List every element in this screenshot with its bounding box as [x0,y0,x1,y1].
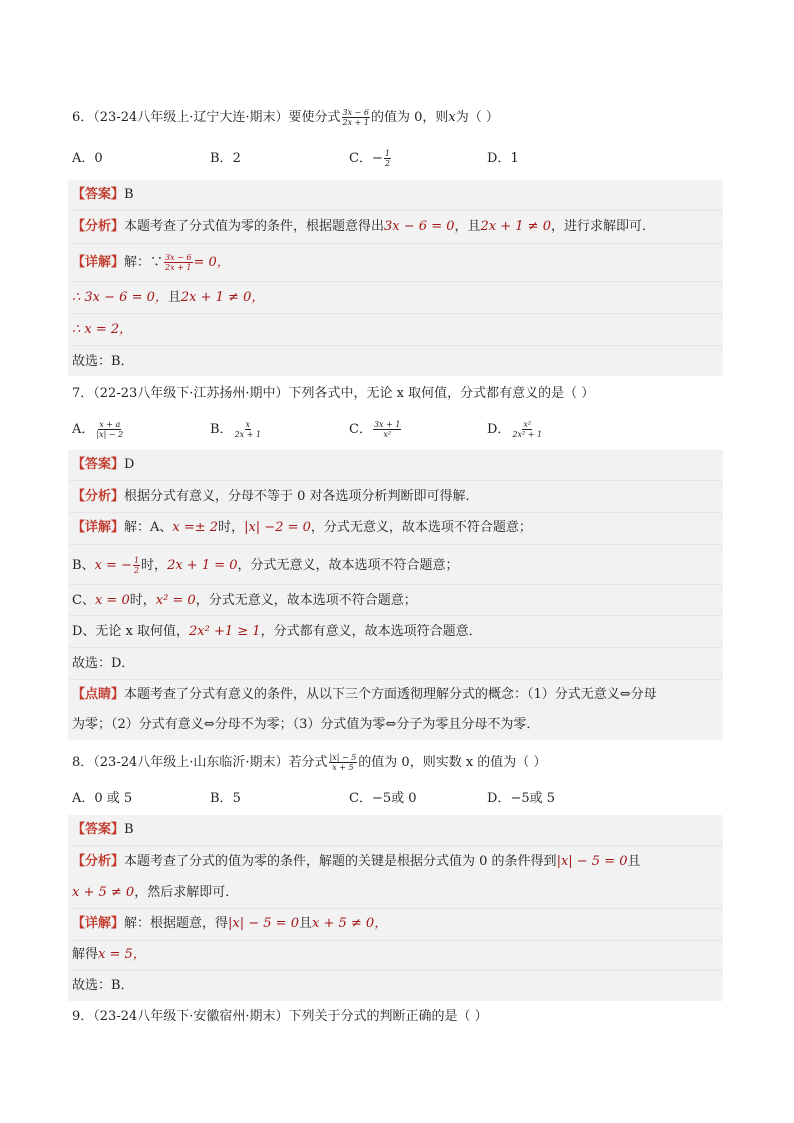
q8-option-a: A．0 或 5 [72,791,133,806]
q7-option-a: A． $\frac{x + a}{|x| - 2}$ [72,420,124,439]
q8-option-b: B．5 [210,791,241,806]
q8-detail: 【详解】解：根据题意，得|x| − 5 = 0且x + 5 ≠ 0， [72,916,388,931]
q6-option-c: C．− $\frac{1}{2}$ [349,149,390,168]
q7-option-b: B． $\frac{x}{2x + 1}$ [210,420,262,439]
q6-stem-prefix: 6．（23-24八年级上·辽宁大连·期末）要使分式 [72,110,341,125]
q6-detail-line-3: ∴ x = 2， [72,322,133,337]
q6-fraction [342,108,370,127]
q7-analysis: 【分析】根据分式有意义，分母不等于 0 对各选项分析判断即可得解． [72,489,479,504]
q7-detail-d: D、无论 x 取何值，2x² +1 ≥ 1，分式都有意义，故本选项符合题意． [72,624,482,639]
question-6-stem [72,108,499,128]
q7-option-d: D． $\frac{\text{x²}}{\text{2x² + 1}}$ [487,420,543,439]
q8-detail-line-2: 解得x = 5， [72,947,146,962]
q8-choose: 故选：B． [72,978,134,993]
q6-analysis: 【分析】本题考查了分式值为零的条件，根据题意得出3x − 6 = 0，且2x + 1 ≠ 0，进行求解即可． [72,219,655,234]
question-9-stem: 9．（23-24八年级下·安徽宿州·期末）下列关于分式的判断正确的是（ ） [72,1009,488,1024]
q8-analysis-line-1: 【分析】本题考查了分式的值为零的条件，解题的关键是根据分式值为 0 的条件得到|x| − 5 = 0且 [72,854,641,869]
q6-frac-num: 3x − 6 [342,108,369,117]
q7-answer: 【答案】D [72,457,135,472]
q8-option-d: D．−5或 5 [487,791,556,806]
q6-var: x [448,110,456,125]
q6-stem-suffix: 为（ ） [455,110,499,125]
q6-detail-line-2: ∴ 3x − 6 = 0，且2x + 1 ≠ 0， [72,290,265,305]
q7-detail-b: B、x = − $\frac{1}{2}$ 时，2x + 1 = 0，分式无意义，故本选项不符合题意； [72,556,459,575]
q8-answer: 【答案】B [72,822,134,837]
q7-note-line-2: 为零；（2）分式有意义⇔分母不为零；（3）分式值为零⇔分子为零且分母不为零． [72,717,540,732]
question-8-stem: 8．（23-24八年级上·山东临沂·期末）若分式 $\frac{|x| - 5}{x + 5}$ 的值为 0，则实数 x 的值为（ ） [72,753,547,772]
q7-detail-a: 【详解】解：A、x =± 2时，|x| −2 = 0，分式无意义，故本选项不符合题意； [72,520,532,535]
q6-option-b: B．2 [210,151,241,166]
q7-choose: 故选：D． [72,656,135,671]
q7-detail-c: C、x = 0时，x² = 0，分式无意义，故本选项不符合题意； [72,593,417,608]
q6-option-a: A．0 [72,151,103,166]
q6-stem-mid: 的值为 0，则 [371,110,449,125]
q7-note-line-1: 【点睛】本题考查了分式有意义的条件，从以下三个方面透彻理解分式的概念：（1）分式无意义⇔分母 [72,687,657,702]
q8-analysis-line-2: x + 5 ≠ 0，然后求解即可． [72,885,239,900]
q8-option-c: C．−5或 0 [349,791,417,806]
q6-frac-den: 2x + 1 [342,118,369,127]
question-7-stem: 7．（22-23八年级下·江苏扬州·期中）下列各式中，无论 x 取何值，分式都有意义的是（ ） [72,386,595,401]
q6-answer: 【答案】B [72,187,134,202]
q7-option-c: C． $\frac{3x + 1}{\text{x²}}$ [349,420,401,439]
q6-choose: 故选：B． [72,354,134,369]
q6-option-d: D．1 [487,151,519,166]
q6-detail: 【详解】解：∵ $\frac{3x - 6}{2x + 1}$ = 0， [72,253,230,272]
